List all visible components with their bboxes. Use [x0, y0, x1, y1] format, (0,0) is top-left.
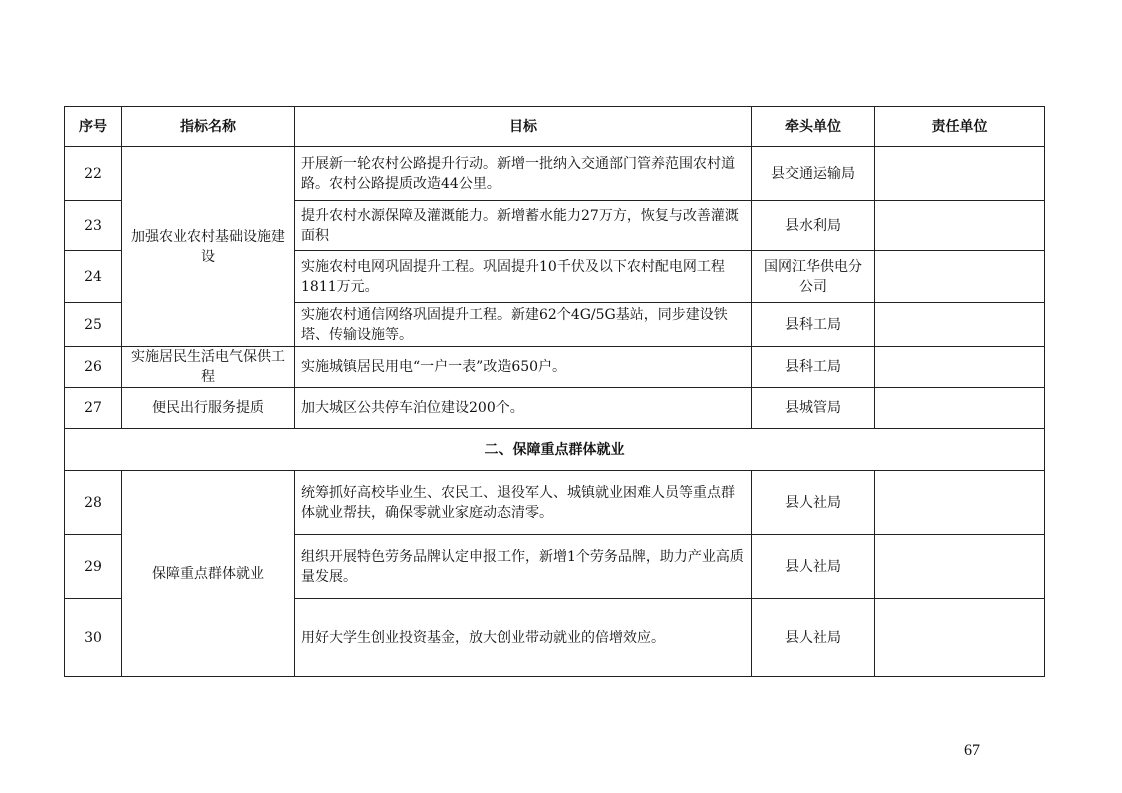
row-responsible — [875, 347, 1045, 388]
row-responsible — [875, 471, 1045, 535]
row-no: 26 — [65, 347, 122, 388]
row-responsible — [875, 251, 1045, 303]
row-target: 开展新一轮农村公路提升行动。新增一批纳入交通部门管养范围农村道路。农村公路提质改造44公里。 — [295, 147, 752, 201]
header-no: 序号 — [65, 107, 122, 147]
table-header-row — [65, 107, 1045, 147]
row-no: 27 — [65, 388, 122, 429]
indicator-name: 实施居民生活电气保供工程 — [122, 347, 295, 388]
row-no: 25 — [65, 303, 122, 347]
row-lead: 县交通运输局 — [752, 147, 875, 201]
page-number: 67 — [964, 742, 980, 759]
row-target: 提升农村水源保障及灌溉能力。新增蓄水能力27万方，恢复与改善灌溉面积 — [295, 201, 752, 251]
header-indicator: 指标名称 — [122, 107, 295, 147]
section-row — [65, 429, 1045, 471]
row-target: 实施城镇居民用电“一户一表”改造650户。 — [295, 347, 752, 388]
row-responsible — [875, 535, 1045, 599]
row-target: 加大城区公共停车泊位建设200个。 — [295, 388, 752, 429]
table-row — [65, 147, 1045, 201]
row-lead: 县科工局 — [752, 347, 875, 388]
indicator-name: 保障重点群体就业 — [122, 471, 295, 677]
row-lead: 县人社局 — [752, 471, 875, 535]
indicator-name: 便民出行服务提质 — [122, 388, 295, 429]
row-target: 实施农村通信网络巩固提升工程。新建62个4G/5G基站，同步建设铁塔、传输设施等。 — [295, 303, 752, 347]
row-no: 23 — [65, 201, 122, 251]
row-lead: 县水利局 — [752, 201, 875, 251]
section-title: 二、保障重点群体就业 — [65, 429, 1045, 471]
row-responsible — [875, 303, 1045, 347]
row-target: 用好大学生创业投资基金，放大创业带动就业的倍增效应。 — [295, 599, 752, 677]
row-no: 30 — [65, 599, 122, 677]
row-responsible — [875, 201, 1045, 251]
row-lead: 县科工局 — [752, 303, 875, 347]
row-target: 统筹抓好高校毕业生、农民工、退役军人、城镇就业困难人员等重点群体就业帮扶，确保零就业家庭动态清零。 — [295, 471, 752, 535]
row-no: 29 — [65, 535, 122, 599]
table-row — [65, 388, 1045, 429]
row-target: 组织开展特色劳务品牌认定申报工作，新增1个劳务品牌，助力产业高质量发展。 — [295, 535, 752, 599]
row-responsible — [875, 599, 1045, 677]
row-responsible — [875, 147, 1045, 201]
row-no: 22 — [65, 147, 122, 201]
header-target: 目标 — [295, 107, 752, 147]
header-responsible: 责任单位 — [875, 107, 1045, 147]
row-lead: 县城管局 — [752, 388, 875, 429]
row-responsible — [875, 388, 1045, 429]
table-row — [65, 471, 1045, 535]
row-lead: 县人社局 — [752, 535, 875, 599]
row-no: 24 — [65, 251, 122, 303]
indicator-table — [64, 106, 1045, 677]
row-lead: 县人社局 — [752, 599, 875, 677]
table-row — [65, 347, 1045, 388]
header-lead: 牵头单位 — [752, 107, 875, 147]
indicator-name: 加强农业农村基础设施建设 — [122, 147, 295, 347]
row-no: 28 — [65, 471, 122, 535]
row-target: 实施农村电网巩固提升工程。巩固提升10千伏及以下农村配电网工程1811万元。 — [295, 251, 752, 303]
row-lead: 国网江华供电分公司 — [752, 251, 875, 303]
